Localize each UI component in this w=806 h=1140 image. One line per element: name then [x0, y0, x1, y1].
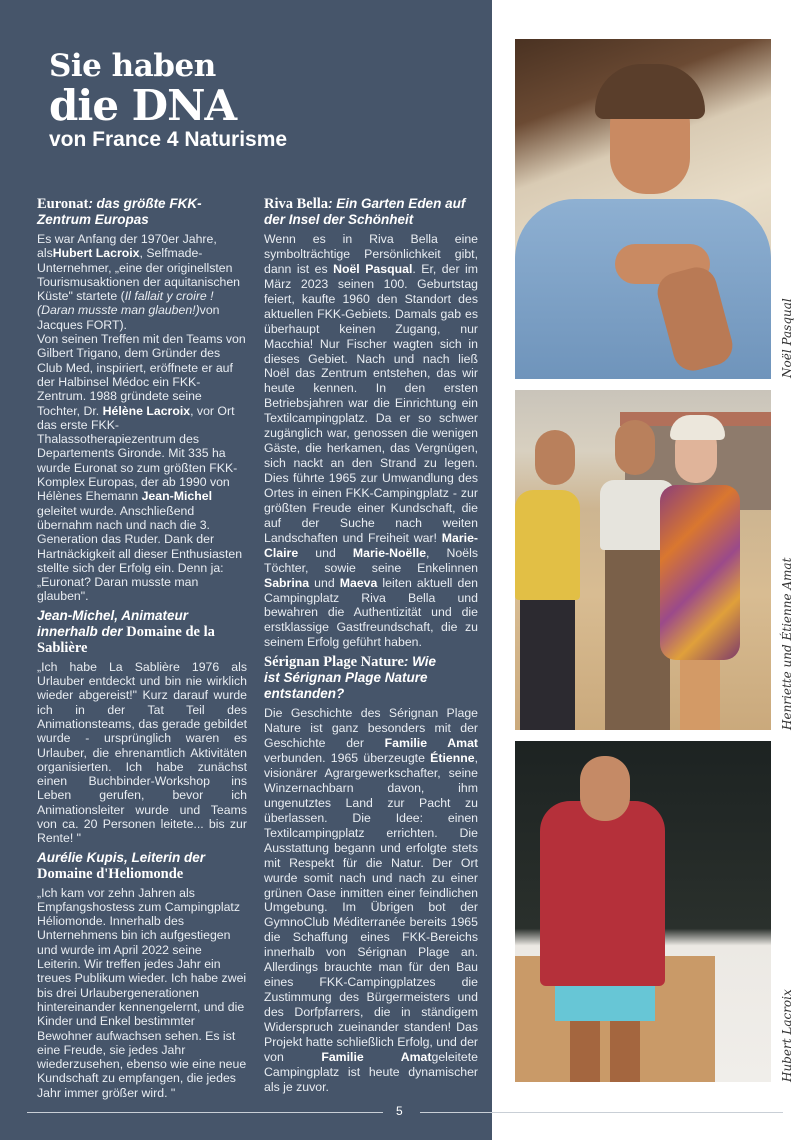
section-body [264, 706, 478, 1094]
page-number: 5 [396, 1104, 403, 1118]
section-riva-bella [264, 196, 478, 650]
bold-name: Marie-Claire [264, 530, 478, 560]
section-heading [37, 850, 247, 882]
footer-rule-left [27, 1112, 383, 1113]
body-text: , vor Ort das erste FKK-Thalassotherapiezentrum des Departements Gironde. Mit 335 ha wurde Euronat so zum größten FKK-Komplex Europas, der ab 1990 von Hélènes Ehemann [37, 403, 238, 504]
bold-name: Familie Amat [384, 736, 478, 751]
bold-name: Noël Pasqual [333, 261, 413, 276]
body-text: „Ich habe La Sablière 1976 als Urlauber entdeckt und bin nie wirklich wieder abgereist!" Kurz darauf wurde ich in der Tat Teil des Animationsteams, das gerade gebildet wurde - ursprünglich waren es Urlauber, die ehrenamtlich Aktivitäten organisierten. Ich habe zunächst einen Buchbinder-Workshop ins Leben gerufen, bevor ich Animationsleiter wurde und Teams von ca. 20 Personen leitete... bis zur Rente! " [37, 659, 247, 846]
heading-italic-part: Aurélie Kupis, Leiterin der [37, 849, 206, 865]
italic-quote: Il fallait y croire ! (Daran musste man glauben!) [37, 289, 214, 318]
body-text: und [298, 545, 353, 560]
section-aurelie [37, 850, 247, 1100]
heading-serif-part: Sérignan Plage Nature [264, 654, 404, 671]
title-line-1: Sie haben [49, 48, 216, 84]
heading-serif-part: Domaine de la Sablière [37, 623, 215, 656]
section-serignan [264, 654, 478, 1094]
heading-serif-part: Euronat [37, 196, 89, 212]
body-text: , Selfmade-Unternehmer, „eine der originellsten Tourismusaktionen der aquitanischen Küste" startete ( [37, 246, 241, 304]
bold-name: Jean-Michel [141, 489, 212, 504]
heading-serif-part: Riva Bella [264, 196, 329, 212]
footer-rule-right [420, 1112, 783, 1113]
bold-name: Maeva [339, 575, 378, 590]
heading-serif-part: Domaine d'Heliomonde [37, 865, 184, 882]
body-text: geleitete Campingplatz ist heute dynamischer als je zuvor. [264, 1049, 478, 1094]
bold-name: Sabrina [264, 575, 310, 590]
heading-italic-part: Jean-Michel, Animateur innerhalb der [37, 607, 189, 639]
bold-name: Marie-Noëlle [352, 545, 427, 560]
section-euronat [37, 196, 247, 604]
body-text: Es war Anfang der 1970er Jahre, als [37, 232, 217, 261]
title-line-2: die DNA [49, 81, 237, 130]
bold-name: Familie Amat [321, 1049, 432, 1064]
heading-italic-part: : Ein Garten Eden auf der Insel der Schönheit [264, 196, 466, 227]
section-body [37, 660, 247, 846]
photo-caption: Noël Pasqual [780, 298, 794, 378]
body-text: Die Geschichte des Sérignan Plage Nature ist ganz besonders mit der Geschichte der [264, 706, 478, 751]
body-text: Von seinen Treffen mit den Teams von Gilbert Trigano, dem Gründer des Club Med, inspiriert, eröffnete er auf der Halbinsel Médoc ein FKK-Zentrum. 1988 gründete seine Tochter, Dr. [37, 332, 246, 418]
body-text: , visionärer Agrargewerkschafter, seine Winzernachbarn davon, ihm ungenutztes Land zur Pacht zu überlassen. Die Idee: einen Textilcampingplatz errichten. Die Ausstattung begann und erfolgte stets mit Respekt für die Natur. Der Ort wurde somit nach und nach zu einer grünen Oase inmitten einer feindlichen Umgebung. Im Übrigen bot der GymnoClub Méditerranée bereits 1965 die Schaffung eines FKK-Bereichs innerhalb von Sérignan Plage an. Allerdings brauchte man für den Bau eines FKK-Campingplatzes die Zustimmung des Bürgermeisters und des Dorfpfarrers, die in ständigem Widerspruch zueinander standen! Das Projekt hatte schließlich Erfolg, und der von [264, 751, 478, 1064]
photo-noel-pasqual [515, 39, 771, 379]
section-body [37, 886, 247, 1100]
section-heading [37, 608, 247, 656]
right-column [264, 196, 478, 1099]
title-subtitle: von France 4 Naturisme [49, 128, 288, 151]
photo-caption: Henriette und Étienne Amat [780, 557, 794, 730]
bold-name: Hubert Lacroix [52, 246, 140, 261]
page-title [49, 48, 287, 153]
body-text: geleitet wurde. Anschließend übernahm nach und nach die 3. Generation das Ruder. Dank der Hartnäckigkeit all dieser Enthusiasten [37, 503, 243, 561]
body-text: „Ich kam vor zehn Jahren als Empfangshostess zum Campingplatz Héliomonde. Innerhalb des Unternehmens bin ich aufgestiegen und wurde im April 2022 seine Leiterin. Wir treffen jedes Jahr ein treues Publikum wieder. Ich habe zwei bis drei Urlaubergenerationen hintereinander kennengelernt, und die Kinder und Enkel bestimmter Bewohner aufwachsen sehen. Es ist eine Freude, sie jedes Jahr wiederzusehen, ebenso wie eine neue Kundschaft zu empfangen, die jedes Jahr immer größer wird. " [37, 885, 247, 1100]
section-heading [37, 196, 247, 228]
bold-name: Hélène Lacroix [102, 403, 191, 418]
body-text: verbunden. 1965 überzeugte [264, 751, 431, 766]
bold-name: Étienne [430, 751, 475, 766]
heading-italic-part: : Wie ist Sérignan Plage Nature entstanden? [264, 654, 437, 702]
photo-hubert-lacroix [515, 741, 771, 1082]
body-text: von Jacques FORT). [37, 303, 220, 332]
left-column [37, 196, 247, 1104]
body-text: leiten aktuell den Campingplatz Riva Bella und bewahren die Authentizität und die erstklassige Gastfreundschaft, die zu seinem Erfolg geführt haben. [264, 575, 478, 650]
body-text: , Noëls Töchter, sowie seine Enkelinnen [264, 545, 478, 575]
section-body [264, 232, 478, 650]
photo-caption: Hubert Lacroix [780, 989, 794, 1082]
body-text: Wenn es in Riva Bella eine symbolträchtige Persönlichkeit gibt, dann ist es [264, 232, 478, 276]
photo-henriette-etienne-amat [515, 390, 771, 730]
body-text: . Er, der im März 2023 seinen 100. Geburtstag feiert, kaufte 1960 den Standort des aktuellen FKK-Gebiets. Damals gab es überhaupt keinen Zugang, nur Macchia! Nur Fischer wagten sich in dieses Gebiet. Nach und nach ließ Noël das Zentrum entstehen, das wir heute kennen. In den ersten Betriebsjahren war die Einrichtung ein Textilcampingplatz. Da er so schwer zugänglich war, genossen die wenigen Gäste, die herkamen, das Vergnügen, sich nackt an den Strand zu legen. Dies führte 1965 zur Umwandlung des Ortes in einen FKK-Campingplatz - zur größten Freude einer Kundschaft, die auf der Suche nach weiten Landschaften und Freiheit war! [264, 261, 479, 545]
section-jean-michel [37, 608, 247, 846]
body-text: stellte sich der Erfolg ein. Denn ja: „Euronat? Daran musste man glauben". [37, 560, 224, 604]
section-heading [264, 654, 454, 702]
section-body [37, 232, 247, 604]
section-heading [264, 196, 478, 228]
body-text: und [309, 575, 340, 590]
heading-italic-part: : das größte FKK-Zentrum Europas [37, 196, 202, 227]
